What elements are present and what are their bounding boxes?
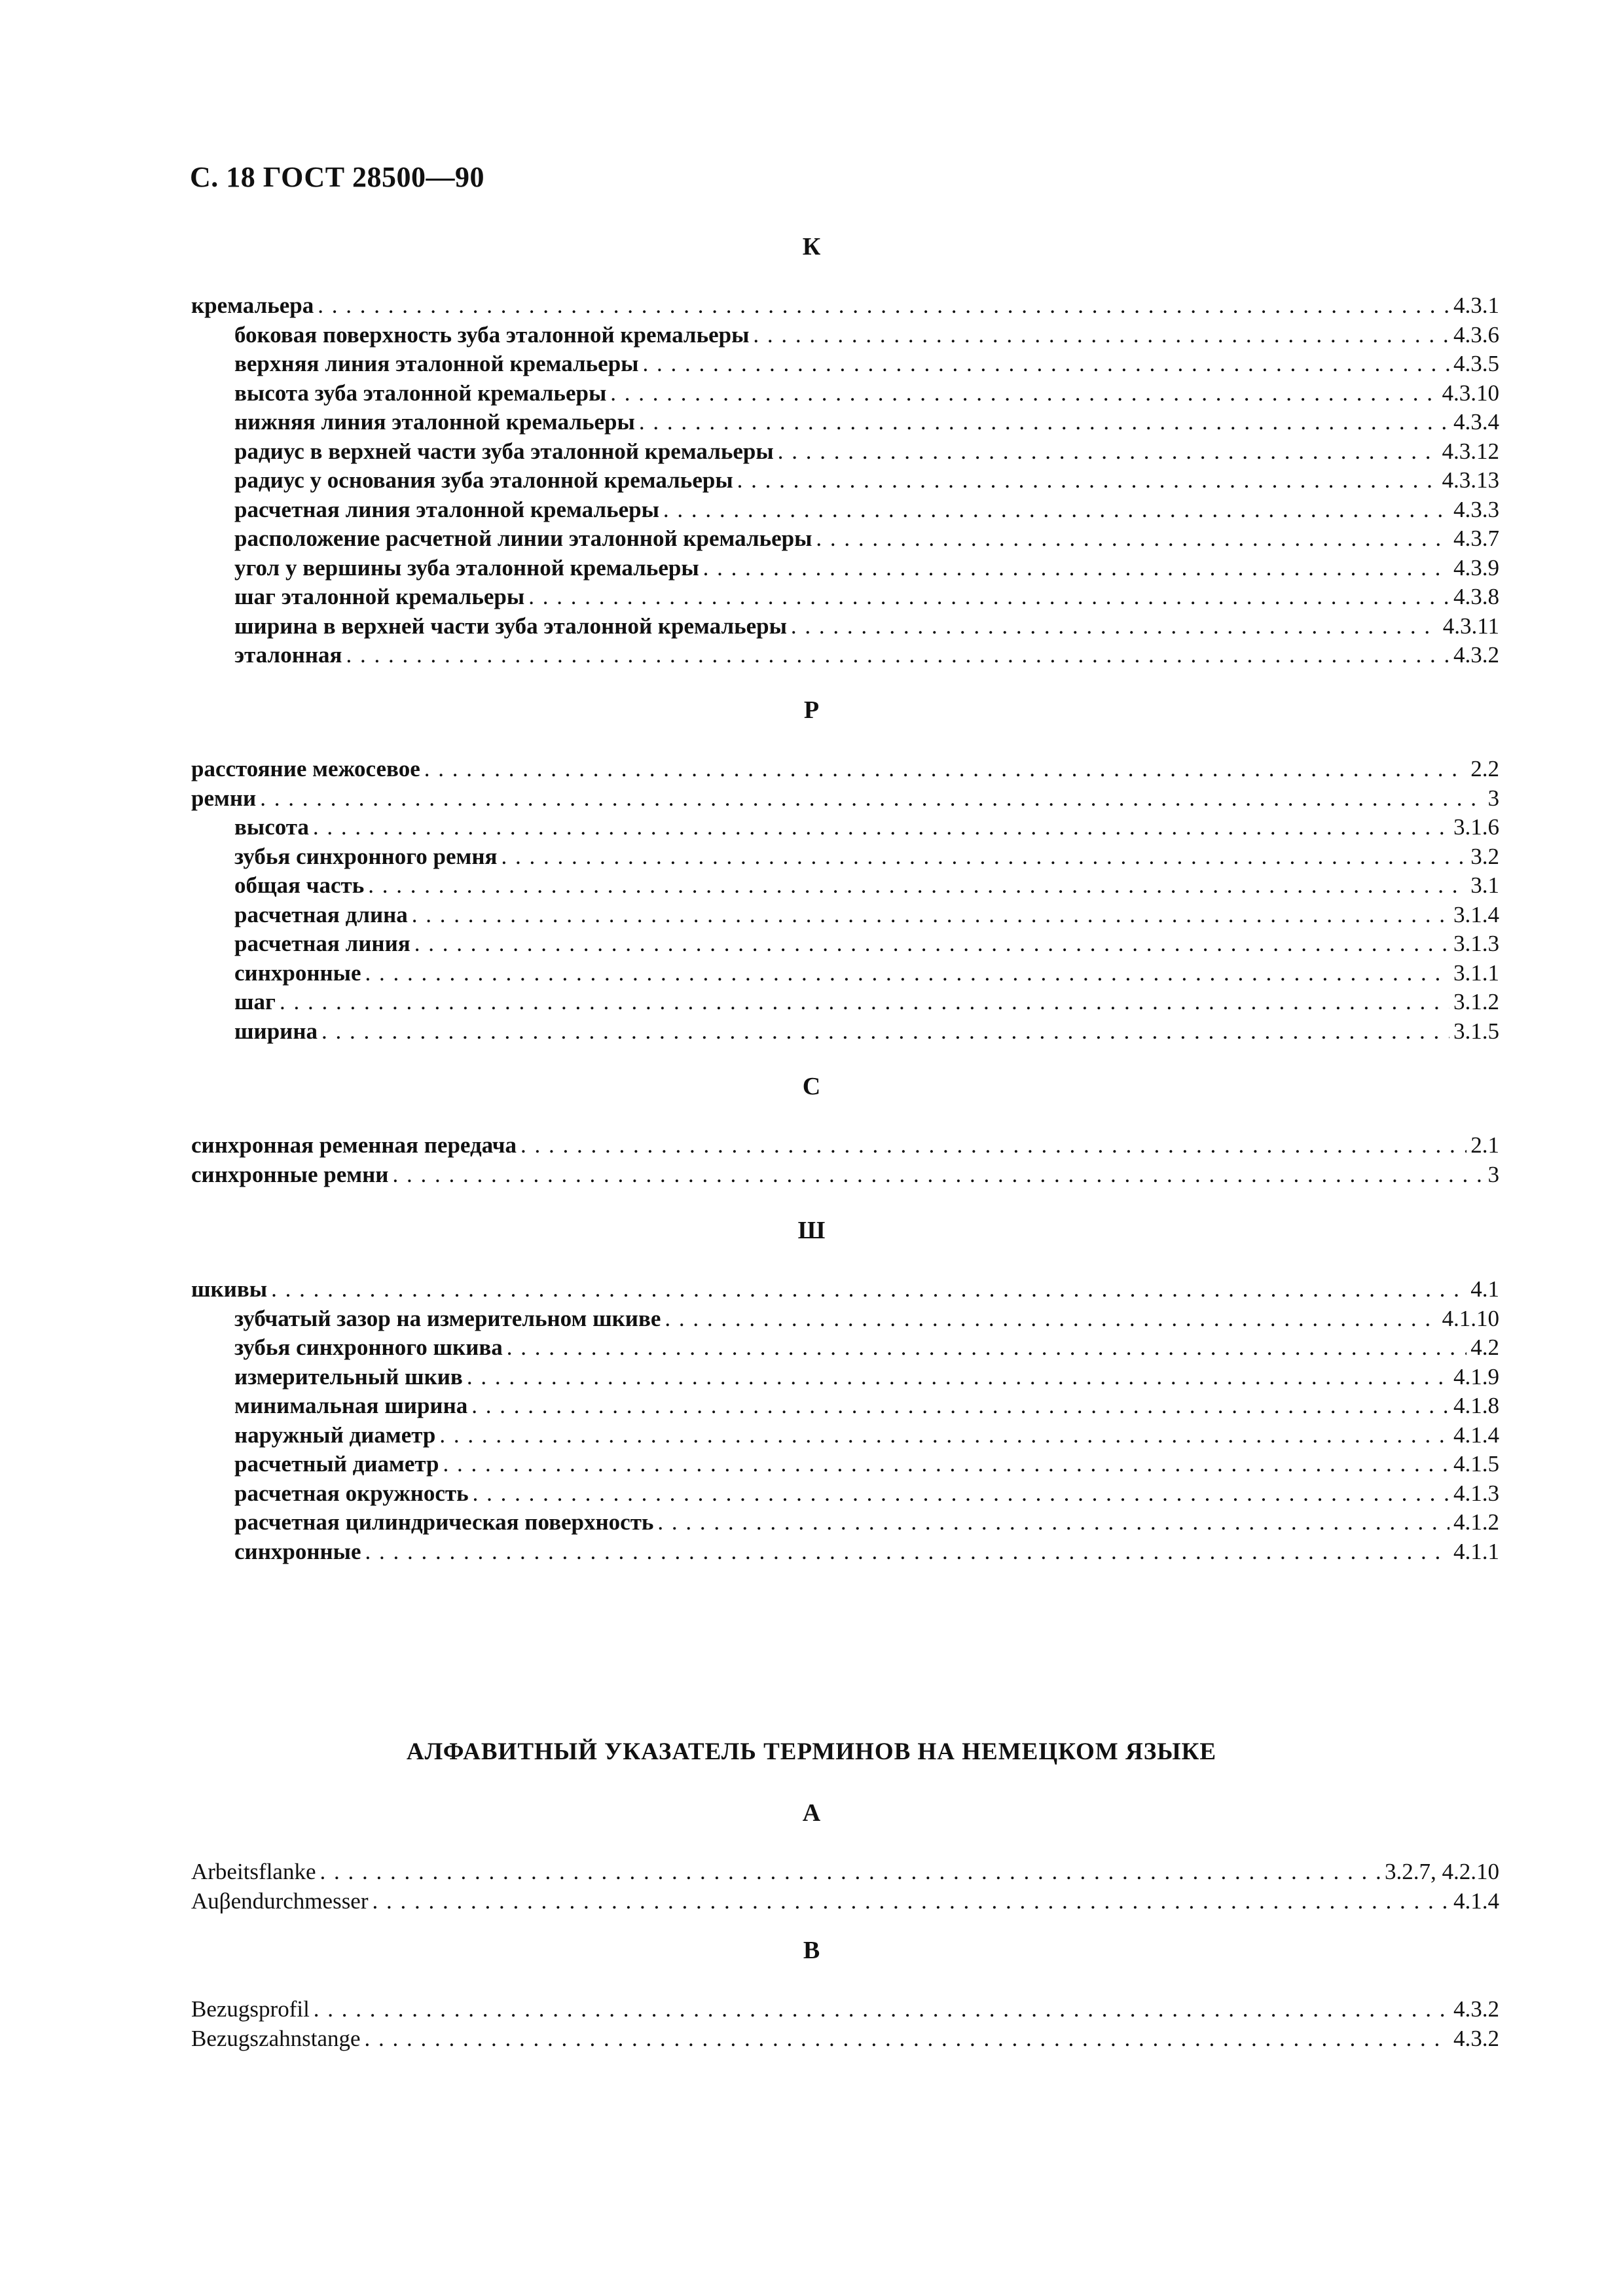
index-reference: 3.1.2 bbox=[1453, 989, 1499, 1014]
dot-leader bbox=[467, 1363, 1450, 1392]
index-entry bbox=[191, 1363, 1499, 1392]
dot-leader bbox=[260, 784, 1484, 814]
index-reference: 3.1 bbox=[1470, 872, 1499, 898]
index-reference: 4.1.10 bbox=[1442, 1305, 1499, 1331]
index-entry bbox=[191, 408, 1499, 437]
section-letter: B bbox=[803, 1937, 820, 1964]
index-term: наружный диаметр bbox=[234, 1422, 436, 1448]
dot-leader bbox=[471, 1391, 1450, 1421]
index-entry bbox=[191, 1450, 1499, 1479]
index-entry bbox=[191, 321, 1499, 350]
index-reference: 4.3.4 bbox=[1453, 409, 1499, 435]
index-term: высота bbox=[234, 814, 309, 840]
index-entry bbox=[191, 929, 1499, 959]
dot-leader bbox=[346, 641, 1450, 670]
index-reference: 4.3.3 bbox=[1453, 496, 1499, 522]
index-reference: 4.1 bbox=[1470, 1276, 1499, 1302]
dot-leader bbox=[392, 1160, 1484, 1190]
index-reference: 4.3.2 bbox=[1453, 642, 1499, 668]
section-letter: Р bbox=[803, 696, 820, 724]
dot-leader bbox=[657, 1508, 1450, 1537]
index-term: расчетная линия bbox=[234, 931, 410, 956]
index-term: расчетная цилиндрическая поверхность bbox=[234, 1509, 654, 1535]
index-entry bbox=[191, 1857, 1499, 1887]
index-reference: 4.1.2 bbox=[1453, 1509, 1499, 1535]
dot-leader bbox=[753, 321, 1450, 350]
index-term: расположение расчетной линии эталонной кремальеры bbox=[234, 526, 812, 551]
dot-leader bbox=[414, 929, 1450, 959]
index-term: расчетная линия эталонной кремальеры bbox=[234, 496, 659, 522]
index-entry bbox=[191, 1537, 1499, 1567]
dot-leader bbox=[816, 524, 1450, 554]
index-term: ширина в верхней части зуба эталонной кремальеры bbox=[234, 613, 787, 639]
index-term: зубья синхронного шкива bbox=[234, 1335, 503, 1360]
index-entry bbox=[191, 291, 1499, 321]
index-entry bbox=[191, 755, 1499, 784]
index-term: эталонная bbox=[234, 642, 342, 668]
dot-leader bbox=[501, 842, 1467, 872]
dot-leader bbox=[318, 291, 1450, 321]
index-entry bbox=[191, 1160, 1499, 1190]
dot-leader bbox=[280, 988, 1450, 1017]
index-entry bbox=[191, 1479, 1499, 1509]
dot-leader bbox=[313, 813, 1450, 842]
index-reference: 3 bbox=[1487, 1161, 1499, 1187]
section-letter: Ш bbox=[797, 1217, 826, 1244]
index-reference: 4.3.13 bbox=[1442, 467, 1499, 493]
index-entry bbox=[191, 988, 1499, 1017]
index-entry bbox=[191, 495, 1499, 525]
index-term: шкивы bbox=[191, 1276, 268, 1302]
dot-leader bbox=[321, 1017, 1450, 1047]
dot-leader bbox=[703, 554, 1450, 583]
index-term: шаг bbox=[234, 989, 276, 1014]
index-entry bbox=[191, 2024, 1499, 2054]
section-letter: К bbox=[802, 233, 821, 260]
dot-leader bbox=[520, 1131, 1467, 1160]
dot-leader bbox=[737, 466, 1438, 495]
index-term: синхронная ременная передача bbox=[191, 1132, 517, 1158]
index-term: расстояние межосевое bbox=[191, 756, 420, 781]
index-term: шаг эталонной кремальеры bbox=[234, 584, 525, 609]
dot-leader bbox=[643, 350, 1450, 379]
index-term: радиус у основания зуба эталонной кремальеры bbox=[234, 467, 733, 493]
index-reference: 4.3.8 bbox=[1453, 584, 1499, 609]
index-reference: 4.3.2 bbox=[1453, 2025, 1499, 2051]
index-entry bbox=[191, 1131, 1499, 1160]
index-term: ширина bbox=[234, 1018, 318, 1044]
index-reference: 4.3.7 bbox=[1453, 526, 1499, 551]
index-reference: 3 bbox=[1487, 785, 1499, 811]
index-entry bbox=[191, 959, 1499, 988]
index-term: Auβendurchmesser bbox=[191, 1888, 369, 1914]
index-entry bbox=[191, 350, 1499, 379]
index-reference: 4.1.4 bbox=[1453, 1888, 1499, 1914]
index-entry bbox=[191, 1887, 1499, 1916]
index-entry bbox=[191, 466, 1499, 495]
index-reference: 3.1.3 bbox=[1453, 931, 1499, 956]
index-entry bbox=[191, 612, 1499, 641]
index-term: угол у вершины зуба эталонной кремальеры bbox=[234, 554, 699, 581]
dot-leader bbox=[507, 1333, 1467, 1363]
index-entry bbox=[191, 1421, 1499, 1450]
index-term: синхронные bbox=[234, 960, 361, 986]
index-term: расчетный диаметр bbox=[234, 1451, 439, 1477]
index-reference: 4.1.1 bbox=[1453, 1538, 1499, 1564]
dot-leader bbox=[271, 1275, 1467, 1304]
index-term: синхронные ремни bbox=[191, 1161, 389, 1187]
index-reference: 3.1.4 bbox=[1453, 901, 1499, 927]
dot-leader bbox=[791, 612, 1439, 641]
dot-leader bbox=[424, 755, 1467, 784]
index-entry bbox=[191, 554, 1499, 583]
index-entry bbox=[191, 379, 1499, 408]
index-entry bbox=[191, 901, 1499, 930]
index-term: Bezugszahnstange bbox=[191, 2025, 361, 2051]
index-entry bbox=[191, 1391, 1499, 1421]
index-list bbox=[191, 291, 1499, 670]
index-reference: 4.3.2 bbox=[1453, 1996, 1499, 2022]
index-reference: 2.2 bbox=[1470, 756, 1499, 781]
index-entry bbox=[191, 813, 1499, 842]
index-reference: 4.1.3 bbox=[1453, 1480, 1499, 1506]
section-letter: С bbox=[802, 1073, 821, 1100]
index-list bbox=[191, 1131, 1499, 1189]
dot-leader bbox=[639, 408, 1450, 437]
index-term: высота зуба эталонной кремальеры bbox=[234, 380, 607, 406]
german-index-title: АЛФАВИТНЫЙ УКАЗАТЕЛЬ ТЕРМИНОВ НА НЕМЕЦКОМ ЯЗЫКЕ bbox=[406, 1738, 1217, 1765]
index-term: измерительный шкив bbox=[234, 1363, 463, 1390]
index-entry bbox=[191, 641, 1499, 670]
dot-leader bbox=[610, 379, 1438, 408]
index-reference: 4.1.8 bbox=[1453, 1393, 1499, 1418]
index-entry bbox=[191, 784, 1499, 814]
dot-leader bbox=[439, 1421, 1450, 1450]
index-term: боковая поверхность зуба эталонной кремальеры bbox=[234, 321, 750, 348]
index-term: зубчатый зазор на измерительном шкиве bbox=[234, 1305, 661, 1331]
index-entry bbox=[191, 1333, 1499, 1363]
index-term: верхняя линия эталонной кремальеры bbox=[234, 351, 639, 376]
index-reference: 4.3.12 bbox=[1442, 438, 1499, 464]
index-reference: 3.2.7, 4.2.10 bbox=[1385, 1859, 1499, 1884]
index-reference: 4.1.5 bbox=[1453, 1451, 1499, 1477]
dot-leader bbox=[412, 901, 1450, 930]
index-reference: 4.3.11 bbox=[1442, 613, 1499, 639]
index-reference: 4.3.6 bbox=[1453, 321, 1499, 348]
index-term: общая часть bbox=[234, 872, 365, 898]
index-reference: 4.3.9 bbox=[1453, 554, 1499, 581]
index-list bbox=[191, 755, 1499, 1046]
dot-leader bbox=[528, 583, 1450, 612]
index-reference: 3.1.1 bbox=[1453, 960, 1499, 986]
index-entry bbox=[191, 1017, 1499, 1047]
dot-leader bbox=[443, 1450, 1450, 1479]
index-reference: 3.1.5 bbox=[1453, 1018, 1499, 1044]
index-term: нижняя линия эталонной кремальеры bbox=[234, 409, 635, 435]
index-entry bbox=[191, 1304, 1499, 1334]
index-reference: 3.1.6 bbox=[1453, 814, 1499, 840]
dot-leader bbox=[365, 959, 1450, 988]
index-term: Arbeitsflanke bbox=[191, 1859, 316, 1884]
index-entry bbox=[191, 1995, 1499, 2024]
page-header: С. 18 ГОСТ 28500—90 bbox=[190, 161, 485, 193]
index-term: кремальера bbox=[191, 293, 314, 318]
index-reference: 2.1 bbox=[1470, 1132, 1499, 1158]
index-list bbox=[191, 1275, 1499, 1566]
index-reference: 4.3.1 bbox=[1453, 293, 1499, 318]
index-entry bbox=[191, 1508, 1499, 1537]
index-entry bbox=[191, 524, 1499, 554]
index-entry bbox=[191, 437, 1499, 467]
index-term: синхронные bbox=[234, 1538, 361, 1564]
dot-leader bbox=[778, 437, 1438, 467]
index-term: минимальная ширина bbox=[234, 1393, 468, 1418]
index-reference: 3.2 bbox=[1470, 843, 1499, 869]
index-entry bbox=[191, 583, 1499, 612]
dot-leader bbox=[314, 1995, 1450, 2024]
dot-leader bbox=[365, 1537, 1450, 1567]
dot-leader bbox=[665, 1304, 1438, 1334]
index-list bbox=[191, 1857, 1499, 1916]
index-reference: 4.2 bbox=[1470, 1335, 1499, 1360]
index-term: Bezugsprofil bbox=[191, 1996, 310, 2022]
index-entry bbox=[191, 1275, 1499, 1304]
index-entry bbox=[191, 871, 1499, 901]
dot-leader bbox=[663, 495, 1450, 525]
index-list bbox=[191, 1995, 1499, 2053]
index-reference: 4.1.4 bbox=[1453, 1422, 1499, 1448]
index-reference: 4.1.9 bbox=[1453, 1363, 1499, 1390]
dot-leader bbox=[473, 1479, 1450, 1509]
index-term: радиус в верхней части зуба эталонной кремальеры bbox=[234, 438, 774, 464]
index-term: ремни bbox=[191, 785, 257, 811]
index-reference: 4.3.10 bbox=[1442, 380, 1499, 406]
index-reference: 4.3.5 bbox=[1453, 351, 1499, 376]
dot-leader bbox=[365, 2024, 1450, 2054]
dot-leader bbox=[319, 1857, 1381, 1887]
index-term: расчетная окружность bbox=[234, 1480, 469, 1506]
dot-leader bbox=[368, 871, 1467, 901]
dot-leader bbox=[373, 1887, 1450, 1916]
index-term: зубья синхронного ремня bbox=[234, 843, 498, 869]
section-letter: A bbox=[802, 1799, 821, 1827]
index-entry bbox=[191, 842, 1499, 872]
index-term: расчетная длина bbox=[234, 901, 408, 927]
